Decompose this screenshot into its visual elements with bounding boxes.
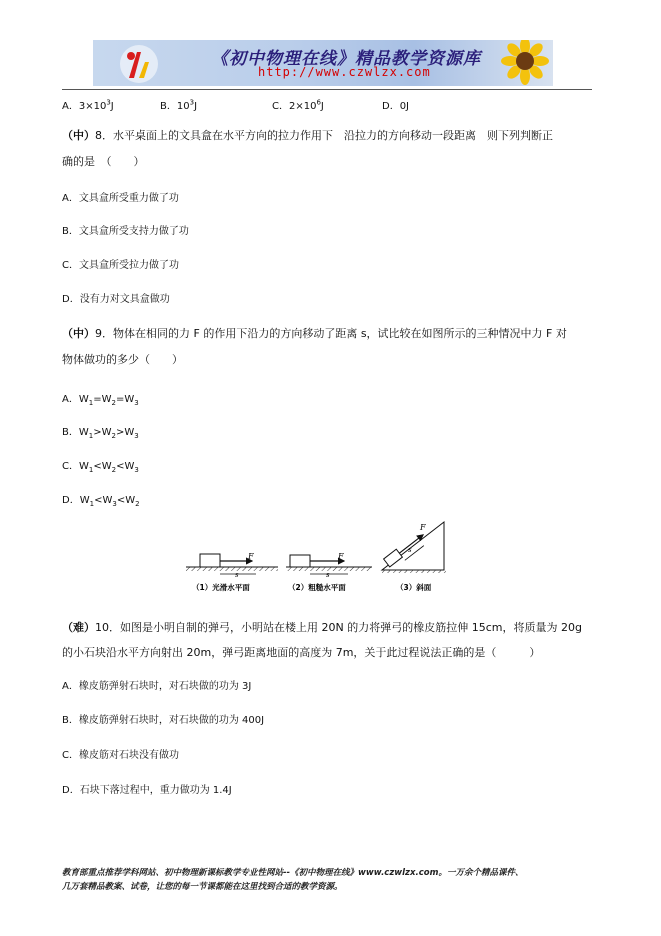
header-banner <box>93 40 553 86</box>
force-label: F <box>420 523 426 532</box>
q9-figure <box>186 514 476 604</box>
force-label: F <box>248 552 254 561</box>
footer-line1: 教育部重点推荐学科网站、初中物理新课标教学专业性网站--《初中物理在线》www.czwlzx.com。一万余个精品课件、 <box>62 868 524 878</box>
q10-option-a: A．橡皮筋弹射石块时，对石块做的功为 3J <box>62 681 252 692</box>
q8-option-d: D．没有力对文具盒做功 <box>62 294 170 305</box>
panel-rough-surface <box>286 552 372 592</box>
q9-option-b: B．$W_1>W_2>W_3$ <box>62 427 139 440</box>
q9-stem-line1: （中）9．物体在相同的力 F 的作用下沿力的方向移动了距离 s，试比较在如图所示的三种情况中力 F 对 <box>62 327 567 340</box>
q7-option-d: D．0J <box>382 101 410 112</box>
panel-caption: （2）粗糙水平面 <box>288 583 346 592</box>
q9-option-c: C．$W_1<W_2<W_3$ <box>62 461 139 474</box>
q7-option-a: A．$3\times 10^3J$ <box>62 98 114 112</box>
q7-option-c: C．$2\times 10^6J$ <box>272 98 324 112</box>
q9-option-d: D．$W_1<W_3<W_2$ <box>62 495 140 508</box>
site-logo-icon <box>115 44 159 84</box>
banner-url[interactable]: http://www.czwlzx.com <box>258 65 431 79</box>
q10-stem-line1: （难）10．如图是小明自制的弹弓，小明站在楼上用 20N 的力将弹弓的橡皮筋拉伸 15cm，将质量为 20g <box>62 621 582 634</box>
footer-line2: 几万套精品教案、试卷，让您的每一节课都能在这里找到合适的教学资源。 <box>62 882 343 892</box>
force-label: F <box>338 552 344 561</box>
q9-option-a: A．$W_1=W_2=W_3$ <box>62 394 139 407</box>
panel-caption: （3）斜面 <box>396 583 432 592</box>
q10-option-c: C．橡皮筋对石块没有做功 <box>62 750 179 761</box>
distance-label: s <box>235 571 239 579</box>
banner-title: 《初中物理在线》精品教学资源库 <box>211 49 481 69</box>
distance-label: s <box>326 571 330 579</box>
panel-caption: （1）光滑水平面 <box>192 583 250 592</box>
q8-option-c: C．文具盒所受拉力做了功 <box>62 260 179 271</box>
distance-label: s <box>408 546 412 554</box>
panel-incline <box>382 522 446 592</box>
q8-option-a: A．文具盒所受重力做了功 <box>62 193 179 204</box>
sunflower-icon <box>493 40 553 86</box>
difficulty-tag: （中） <box>62 129 95 142</box>
panel-smooth-surface <box>186 552 278 592</box>
q10-option-b: B．橡皮筋弹射石块时，对石块做的功为 400J <box>62 715 265 726</box>
q10-stem-line2: 的小石块沿水平方向射出 20m，弹弓距离地面的高度为 7m，关于此过程说法正确的是（ ） <box>62 646 541 659</box>
difficulty-tag: （难） <box>62 621 95 634</box>
q8-stem-line2: 确的是 （ ） <box>62 155 145 168</box>
q7-option-b: B．$10^3J$ <box>160 98 198 112</box>
q9-stem-line2: 物体做功的多少（ ） <box>62 353 183 366</box>
q8-option-b: B．文具盒所受支持力做了功 <box>62 226 189 237</box>
q8-stem-line1: （中）8．水平桌面上的文具盒在水平方向的拉力作用下 沿拉力的方向移动一段距离 则下列判断正 <box>62 129 553 142</box>
difficulty-tag: （中） <box>62 327 95 340</box>
q10-option-d: D．石块下落过程中，重力做功为 1.4J <box>62 785 232 796</box>
header-rule <box>62 89 592 90</box>
